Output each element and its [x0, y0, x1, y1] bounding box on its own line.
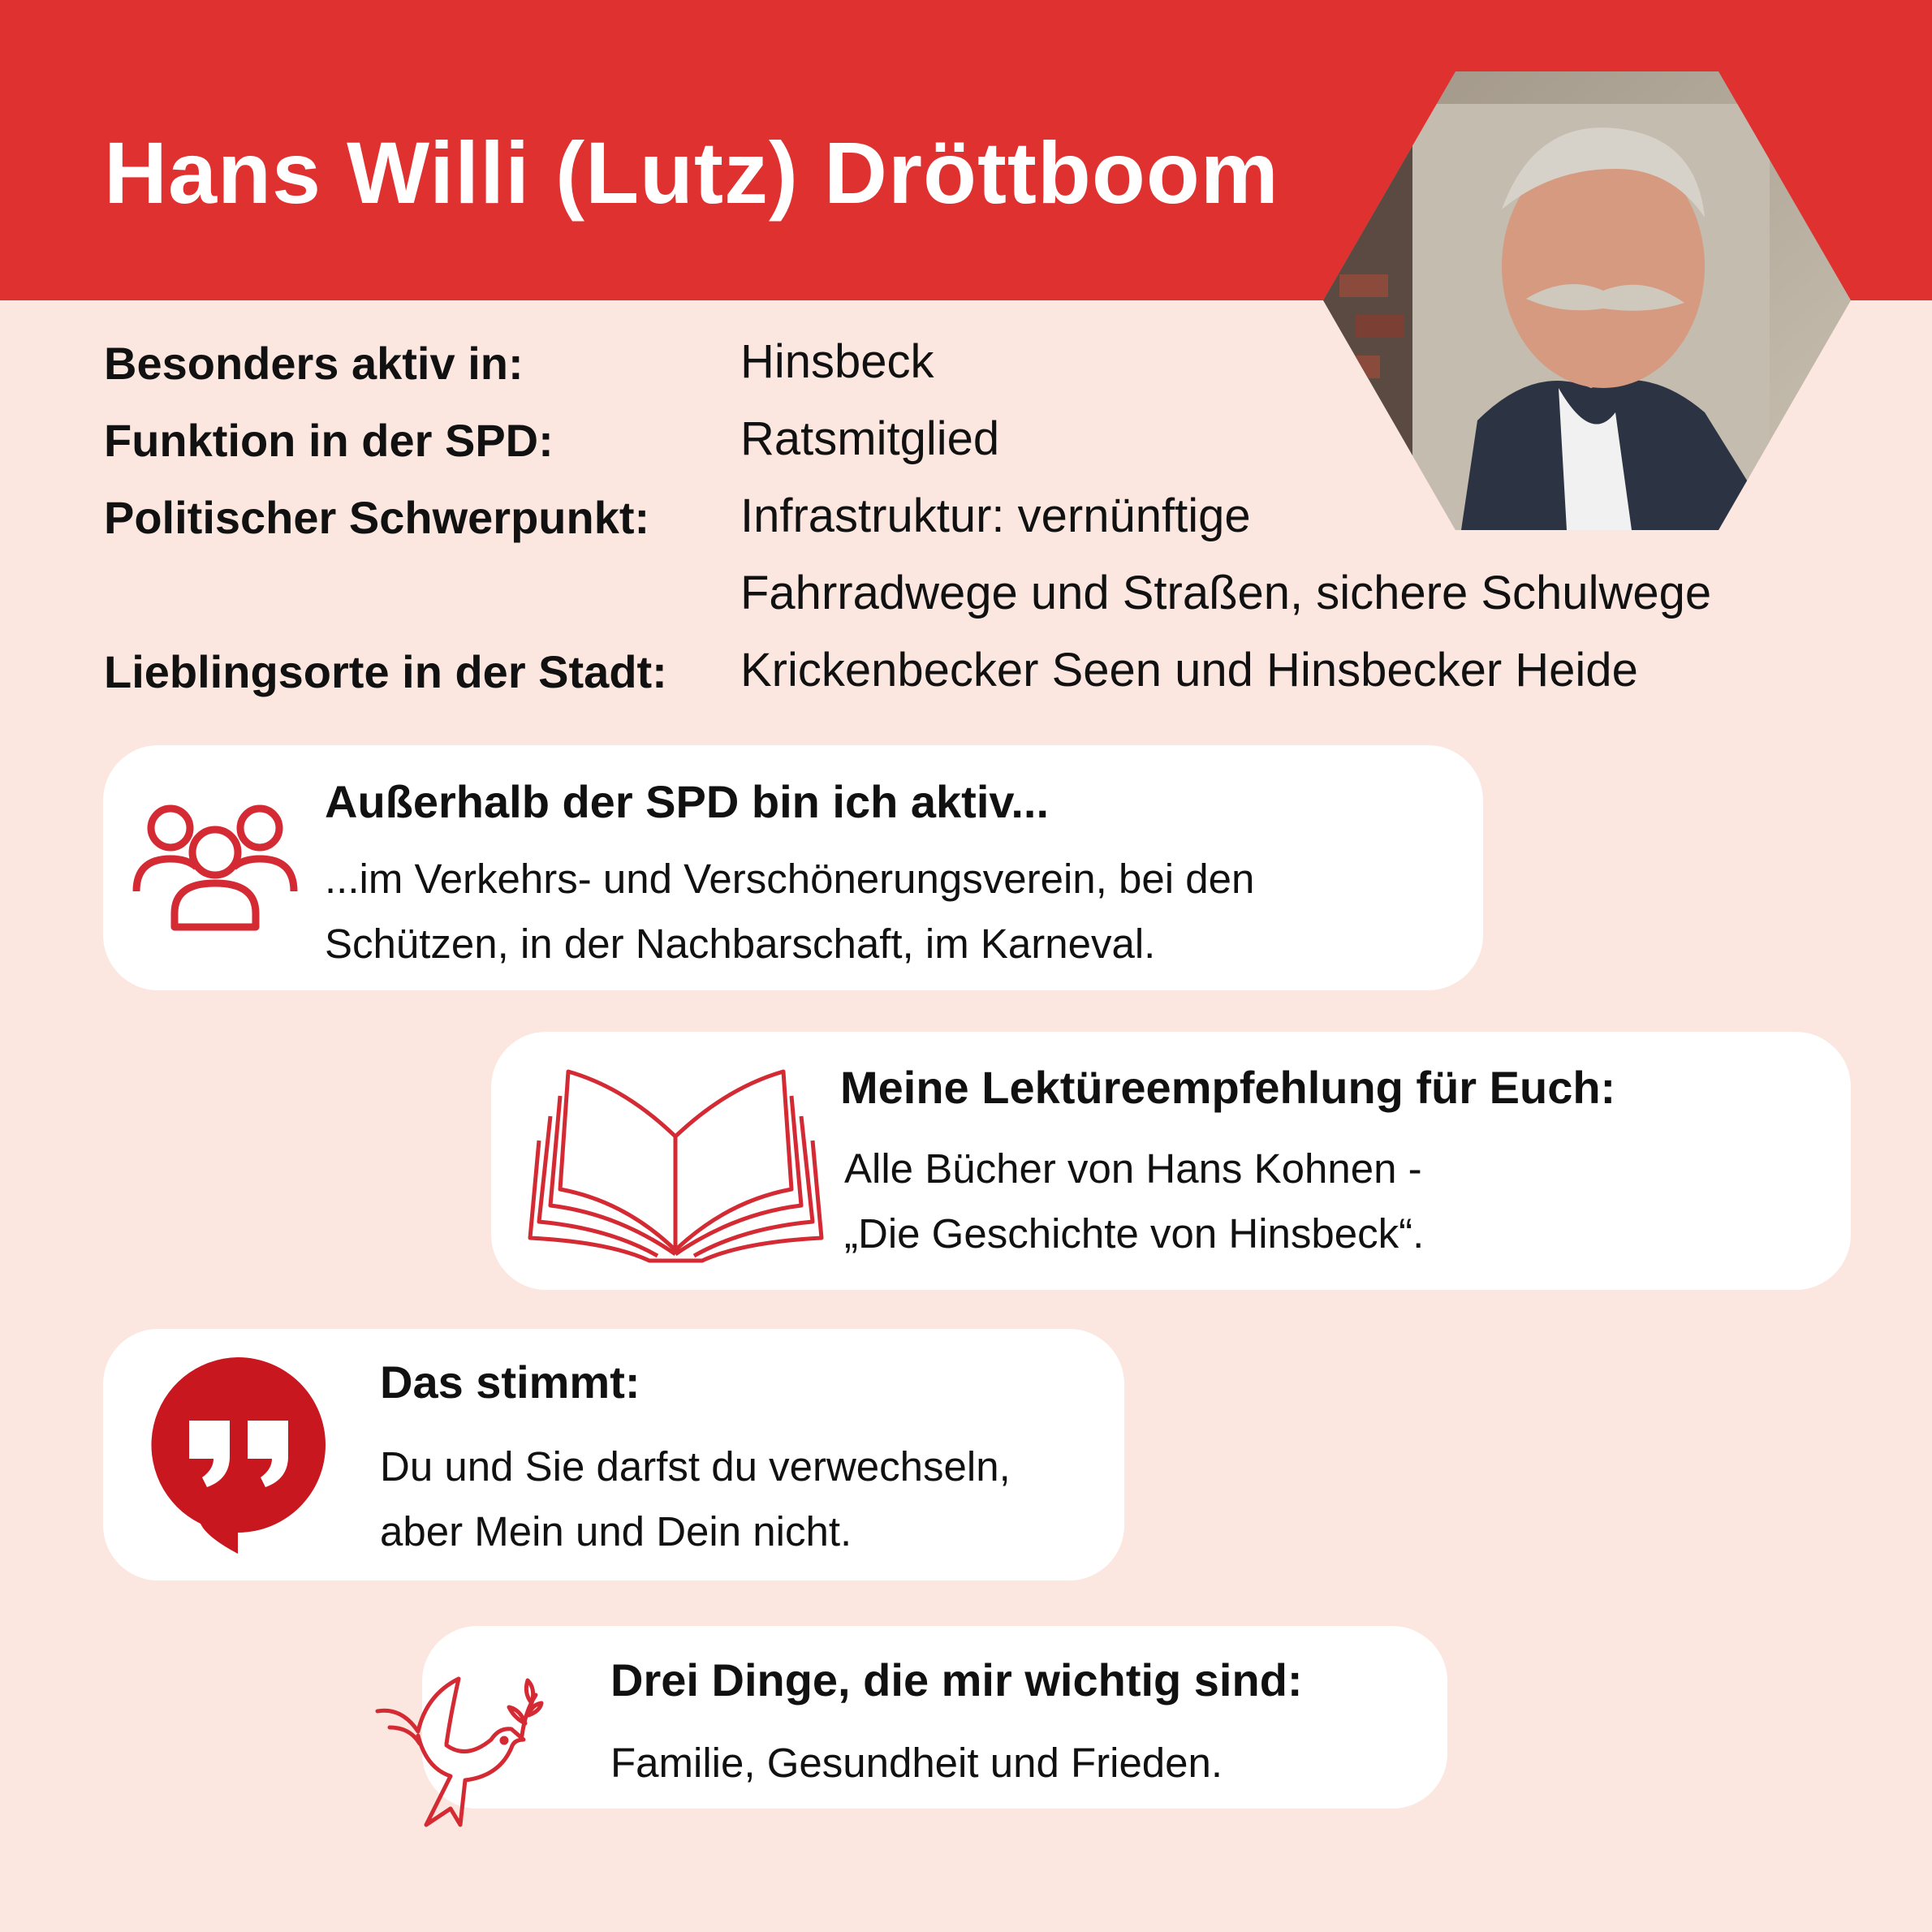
peace-dove-icon — [369, 1671, 544, 1833]
card-important-line1: Familie, Gesundheit und Frieden. — [610, 1740, 1223, 1786]
card-outside-activities-line1: ...im Verkehrs- und Verschönerungsverein, bei den — [325, 856, 1255, 902]
card-important-title: Drei Dinge, die mir wichtig sind: — [610, 1654, 1303, 1706]
card-quote-line2: aber Mein und Dein nicht. — [380, 1508, 852, 1555]
card-quote-title: Das stimmt: — [380, 1356, 640, 1408]
card-reading-line1: Alle Bücher von Hans Kohnen - — [844, 1145, 1422, 1192]
card-outside-activities-title: Außerhalb der SPD bin ich aktiv... — [325, 776, 1050, 827]
value-spd-function: Ratsmitglied — [740, 412, 1000, 465]
open-book-icon — [528, 1067, 824, 1266]
label-active-in: Besonders aktiv in: — [104, 338, 524, 389]
label-favorite-places: Lieblingsorte in der Stadt: — [104, 646, 667, 697]
page-title: Hans Willi (Lutz) Dröttboom — [104, 123, 1279, 222]
card-quote-line1: Du und Sie darfst du verwechseln, — [380, 1443, 1011, 1490]
value-active-in: Hinsbeck — [740, 335, 934, 388]
portrait-photo — [1323, 71, 1851, 530]
card-reading-line2: „Die Geschichte von Hinsbeck“. — [844, 1210, 1425, 1257]
value-political-focus: Infrastruktur: vernünftige — [740, 489, 1251, 542]
label-political-focus: Politischer Schwerpunkt: — [104, 492, 650, 543]
value-political-focus-line2: Fahrradwege und Straßen, sichere Schulwege — [740, 567, 1712, 619]
label-spd-function: Funktion in der SPD: — [104, 415, 554, 466]
value-favorite-places: Krickenbecker Seen und Hinsbecker Heide — [740, 644, 1638, 696]
card-reading-title: Meine Lektüreempfehlung für Euch: — [840, 1062, 1616, 1113]
quote-bubble-icon — [150, 1357, 329, 1556]
card-outside-activities-line2: Schützen, in der Nachbarschaft, im Karneval. — [325, 921, 1156, 967]
group-icon — [130, 796, 300, 934]
